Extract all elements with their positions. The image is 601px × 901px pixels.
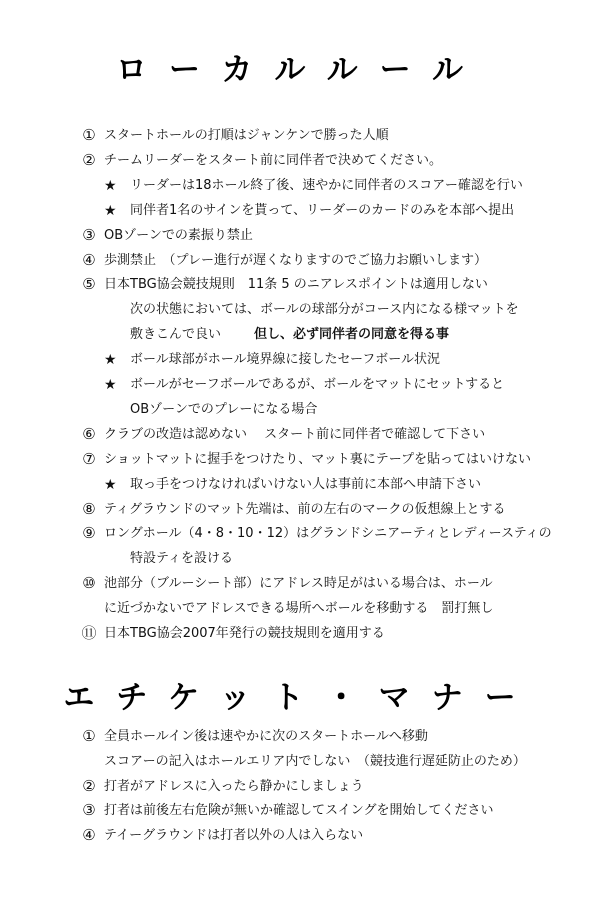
rule-text: 次の状態においては、ボールの球部分がコース内になる様マットを bbox=[130, 302, 519, 318]
rule-text: 池部分（ブルーシート部）にアドレス時足がはいる場合は、ホール bbox=[104, 576, 493, 592]
rule-emphasis: 但し、必ず同伴者の同意を得る事 bbox=[254, 327, 450, 343]
rule-text: クラブの改造は認めない スタート前に同伴者で確認して下さい bbox=[104, 426, 486, 442]
rule-number: ④ bbox=[82, 250, 96, 269]
rule-number: ③ bbox=[82, 225, 96, 244]
rule-number: ① bbox=[82, 727, 96, 745]
rule-text: 同伴者1名のサインを貰って、リーダーのカードのみを本部へ提出 bbox=[130, 202, 515, 218]
rule-text: ボールがセーフボールであるが、ボールをマットにセットすると bbox=[130, 377, 505, 392]
rule-text: 打者がアドレスに入ったら静かにしましょう bbox=[104, 778, 364, 794]
rule-text: 日本TBG協会競技規則 11条 5 のニアレスポイントは適用しない bbox=[104, 277, 488, 293]
rule-text: ティグラウンドのマット先端は、前の左右のマークの仮想線上とする bbox=[104, 501, 506, 517]
rule-text: に近づかないでアドレスできる場所へボールを移動する 罰打無し bbox=[104, 601, 494, 617]
rule-number: ⑧ bbox=[82, 499, 96, 518]
rule-number: ② bbox=[82, 776, 96, 795]
rule-text: OBゾーンでのプレーになる場合 bbox=[130, 401, 318, 417]
rule-text: テイーグラウンドは打者以外の人は入らない bbox=[104, 828, 364, 844]
rule-number: ⑦ bbox=[82, 449, 96, 468]
rule-number: ② bbox=[82, 150, 96, 169]
rule-text: ボール球部がホール境界線に接したセーフボール状況 bbox=[130, 352, 441, 368]
star-icon: ★ bbox=[104, 377, 117, 393]
rule-text: ロングホール（4・8・10・12）はグランドシニアーティとレディースティの bbox=[104, 526, 552, 542]
rule-number: ⑤ bbox=[82, 275, 96, 294]
rule-number: ⑪ bbox=[81, 624, 97, 642]
rule-number: ① bbox=[82, 126, 96, 144]
rule-text: 打者は前後左右危険が無いか確認してスイングを開始してください bbox=[104, 803, 494, 819]
rule-text: 特設ティを設ける bbox=[130, 551, 233, 567]
star-icon: ★ bbox=[104, 352, 117, 369]
local-rules-title: ローカルルール bbox=[116, 52, 485, 88]
rule-number: ⑩ bbox=[82, 574, 96, 593]
rule-number: ⑥ bbox=[82, 424, 96, 443]
star-icon: ★ bbox=[104, 177, 117, 194]
rule-number: ④ bbox=[82, 826, 96, 845]
etiquette-title: エチケット・マナー bbox=[63, 680, 538, 716]
rule-text: チームリーダーをスタート前に同伴者で決めてください。 bbox=[104, 152, 443, 168]
rule-text: 全員ホールイン後は速やかに次のスタートホールへ移動 bbox=[104, 729, 428, 744]
rule-number: ⑨ bbox=[82, 524, 96, 543]
rule-text: 日本TBG協会2007年発行の競技規則を適用する bbox=[104, 626, 385, 641]
star-icon: ★ bbox=[104, 202, 117, 219]
rule-text: 取っ手をつけなければいけない人は事前に本部へ申請下さい bbox=[130, 476, 482, 492]
rule-text: 敷きこんで良い bbox=[130, 327, 222, 343]
rule-text: スコアーの記入はホールエリア内でしない （競技進行遅延防止のため） bbox=[104, 753, 526, 769]
rule-text: ショットマットに握手をつけたり、マット裏にテープを貼ってはいけない bbox=[104, 451, 532, 467]
rule-text: スタートホールの打順はジャンケンで勝った人順 bbox=[104, 128, 389, 143]
rule-number: ③ bbox=[82, 801, 96, 820]
star-icon: ★ bbox=[104, 476, 117, 493]
rule-text: OBゾーンでの素振り禁止 bbox=[104, 227, 253, 243]
rule-text: リーダーは18ホール終了後、速やかに同伴者のスコアー確認を行い bbox=[130, 177, 523, 193]
rule-text: 歩測禁止 （プレー進行が遅くなりますのでご協力お願いします） bbox=[104, 252, 487, 268]
